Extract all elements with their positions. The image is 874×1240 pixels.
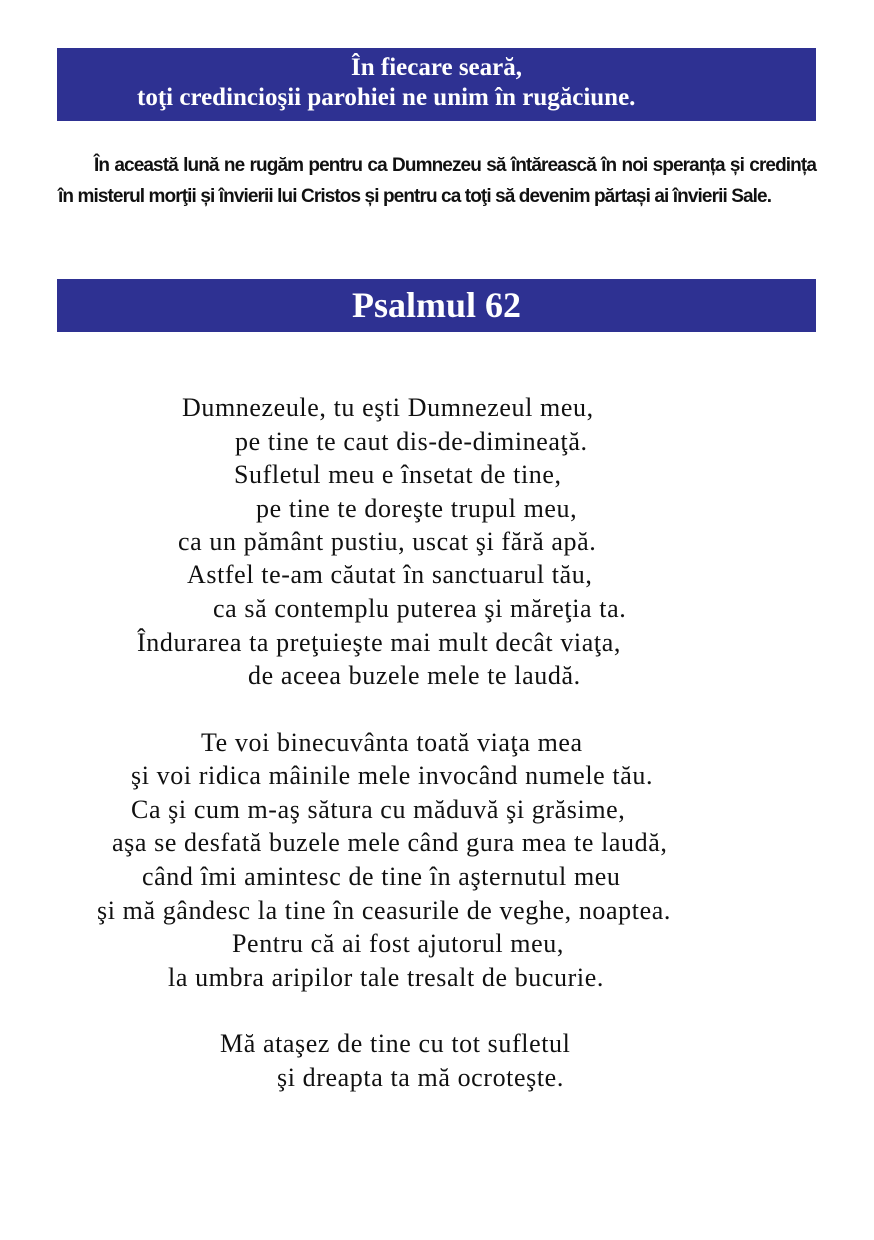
psalm-line: de aceea buzele mele te laudă.: [248, 661, 581, 690]
psalm-line: la umbra aripilor tale tresalt de bucurie.: [168, 963, 604, 992]
psalm-line: şi dreapta ta mă ocroteşte.: [277, 1063, 564, 1092]
psalm-line: când îmi amintesc de tine în aşternutul meu: [142, 862, 621, 891]
psalm-line: Ca şi cum m-aş sătura cu măduvă şi grăsime,: [131, 795, 626, 824]
psalm-line: pe tine te doreşte trupul meu,: [256, 494, 578, 523]
psalm-line: Îndurarea ta preţuieşte mai mult decât viaţa,: [137, 628, 621, 657]
psalm-line: Mă ataşez de tine cu tot sufletul: [220, 1029, 571, 1058]
psalm-line: Astfel te-am căutat în sanctuarul tău,: [187, 560, 593, 589]
psalm-line: şi voi ridica mâinile mele invocând numele tău.: [131, 761, 654, 790]
psalm-title: Psalmul 62: [57, 279, 816, 332]
intro-paragraph: În această lună ne rugăm pentru ca Dumnezeu să întărească în noi speranța și credința în misterul morţii și învierii lui Cristos și pentru ca toţi să devenim părtași ai învierii Sale.: [58, 155, 816, 207]
header-line-2: toţi credincioşii parohiei ne unim în rugăciune.: [137, 84, 636, 111]
psalm-line: şi mă gândesc la tine în ceasurile de veghe, noaptea.: [97, 896, 671, 925]
header-banner: [57, 48, 816, 121]
psalm-line: pe tine te caut dis-de-dimineaţă.: [235, 427, 588, 456]
psalm-line: Sufletul meu e însetat de tine,: [234, 460, 562, 489]
psalm-line: ca un pământ pustiu, uscat şi fără apă.: [178, 527, 597, 556]
header-line-1: În fiecare seară,: [350, 54, 522, 81]
psalm-line: Pentru că ai fost ajutorul meu,: [232, 929, 564, 958]
psalm-line: Dumnezeule, tu eşti Dumnezeul meu,: [182, 393, 594, 422]
psalm-line: ca să contemplu puterea şi măreţia ta.: [213, 594, 627, 623]
psalm-line: Te voi binecuvânta toată viaţa mea: [201, 728, 583, 757]
psalm-line: aşa se desfată buzele mele când gura mea te laudă,: [112, 828, 668, 857]
